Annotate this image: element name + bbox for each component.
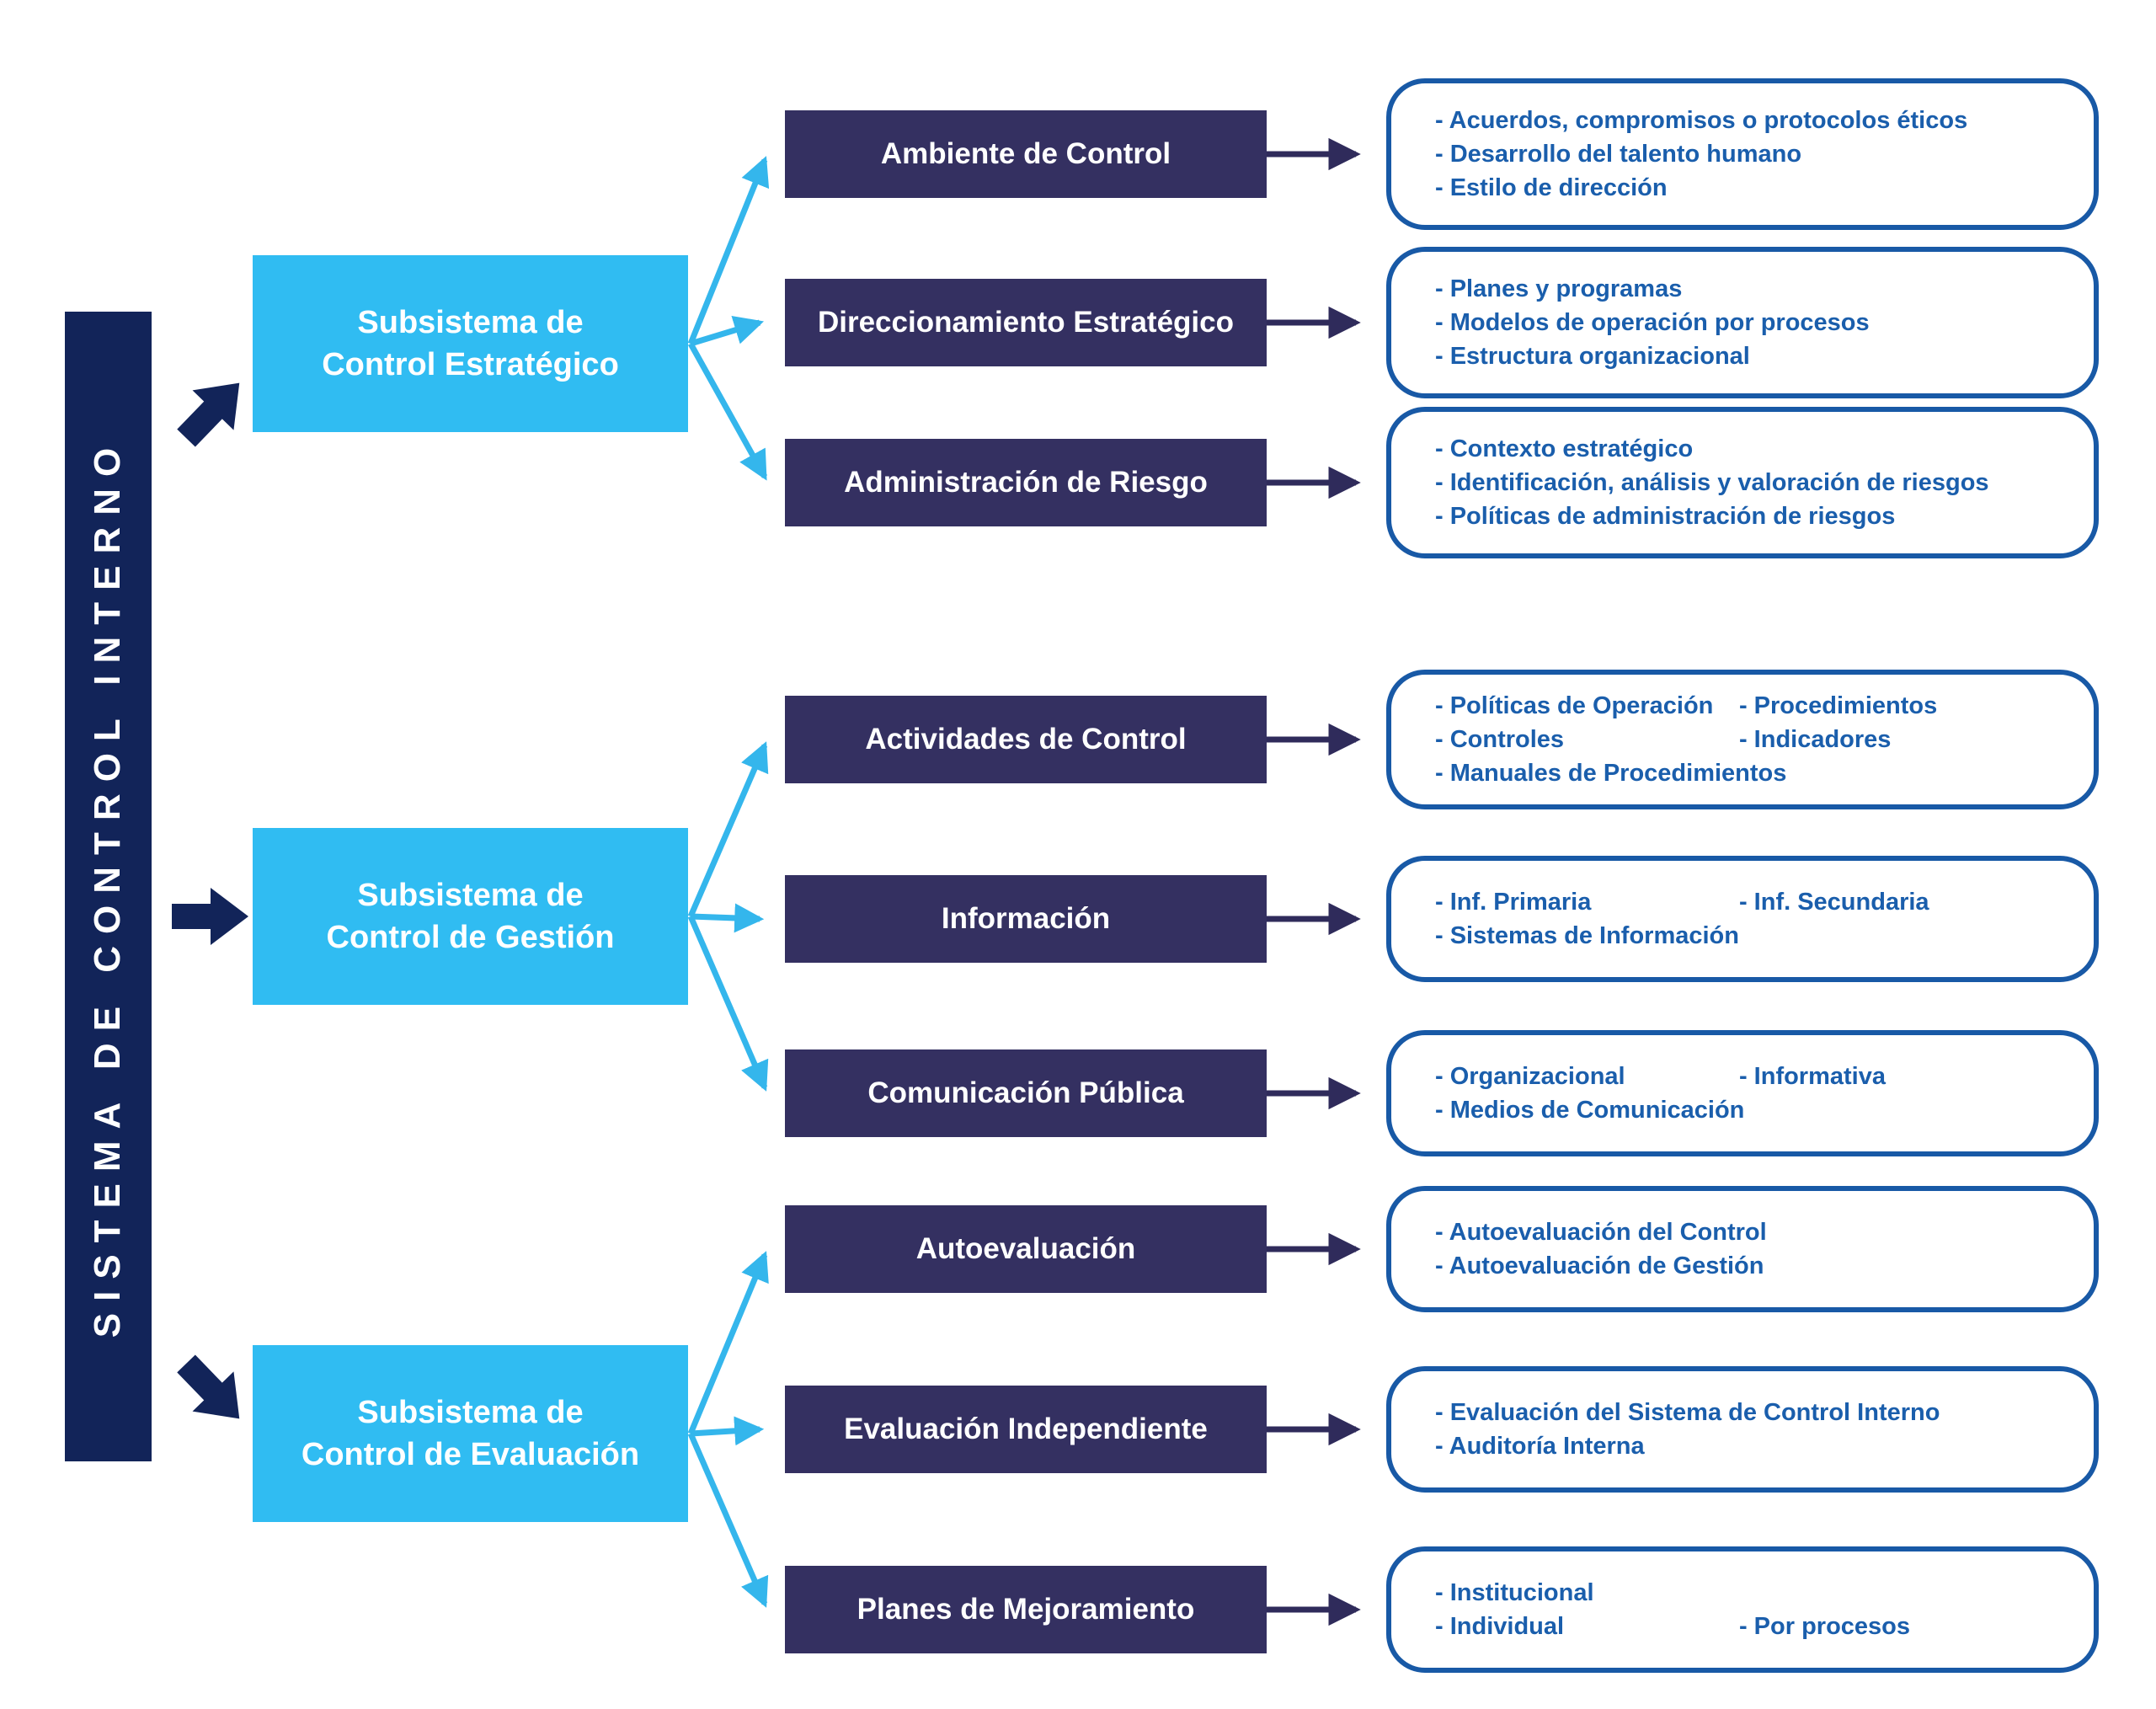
outcome-row [1435, 466, 2068, 499]
bullet-item: - Indicadores [1738, 725, 1892, 753]
component-label: Evaluación Independiente [844, 1413, 1208, 1445]
arrowhead-icon-sub3-comp1 [691, 1255, 765, 1434]
subsystem-box-control-estrategico [253, 255, 688, 432]
outcome-row [1435, 723, 2068, 756]
outcome-row [1435, 1396, 2068, 1429]
arrowhead-icon-sub3-comp3 [691, 1434, 765, 1604]
bullet-item: - Inf. Secundaria [1738, 888, 1929, 916]
component-box-actividades-de-control [785, 696, 1267, 783]
bullet-item: - Autoevaluación del Control [1435, 1218, 1767, 1246]
bullet-item: - Planes y programas [1435, 275, 1683, 302]
component-box-direccionamiento-estrategico [785, 279, 1267, 366]
component-box-planes-de-mejoramiento [785, 1566, 1267, 1653]
outcome-row [1435, 272, 2068, 306]
system-title: SISTEMA DE CONTROL INTERNO [87, 435, 129, 1338]
thick-arrow-icon-to-subsystem-3 [166, 1343, 260, 1439]
outcome-box-ambiente-de-control [1386, 78, 2099, 230]
component-label: Comunicación Pública [867, 1076, 1184, 1109]
bullet-item: - Identificación, análisis y valoración de riesgos [1435, 468, 1989, 496]
outcome-row [1435, 432, 2068, 466]
outcome-row [1435, 171, 2068, 205]
subsystem-label-line1: Subsistema de [357, 304, 584, 340]
subsystem-label-line2: Control Estratégico [322, 347, 619, 382]
bullet-item: - Acuerdos, compromisos o protocolos éticos [1435, 106, 1968, 134]
outcome-row [1435, 1060, 2068, 1093]
bullet-item: - Estilo de dirección [1435, 174, 1668, 201]
outcome-row [1435, 137, 2068, 171]
bullet-item: - Autoevaluación de Gestión [1435, 1252, 1764, 1279]
outcome-row [1435, 499, 2068, 533]
outcome-box-actividades-de-control [1386, 670, 2099, 809]
outcome-row [1435, 1093, 2068, 1127]
subsystem-label-line1: Subsistema de [357, 877, 584, 913]
component-box-ambiente-de-control [785, 110, 1267, 198]
thick-arrow-icon-to-subsystem-1 [166, 363, 260, 458]
bullet-item: - Informativa [1738, 1062, 1886, 1090]
bullet-item: - Contexto estratégico [1435, 435, 1694, 462]
bullet-item: - Desarrollo del talento humano [1435, 140, 1802, 168]
component-label: Autoevaluación [915, 1232, 1136, 1265]
outcome-row [1435, 306, 2068, 339]
component-label: Información [941, 902, 1111, 935]
outcome-row [1435, 756, 2068, 790]
bullet-item: - Inf. Primaria [1435, 888, 1592, 916]
bullet-item: - Por procesos [1738, 1613, 1911, 1640]
bullet-item: - Manuales de Procedimientos [1435, 760, 1787, 787]
bullet-item: - Controles [1435, 725, 1565, 753]
outcome-row [1435, 1215, 2068, 1249]
outcome-row [1435, 885, 2068, 919]
component-box-autoevaluacion [785, 1205, 1267, 1293]
arrowhead-icon-sub1-comp3 [691, 344, 765, 477]
subsystem-label-line1: Subsistema de [357, 1394, 584, 1430]
bullet-item: - Políticas de administración de riesgos [1435, 503, 1896, 530]
arrowhead-icon-sub2-comp2 [691, 916, 760, 919]
bullet-item: - Procedimientos [1738, 692, 1938, 719]
outcome-box-autoevaluacion [1386, 1186, 2099, 1312]
component-label: Actividades de Control [865, 723, 1187, 756]
thick-arrow-icon-to-subsystem-2 [172, 888, 248, 945]
component-box-comunicacion-publica [785, 1049, 1267, 1137]
subsystem-label-line2: Control de Evaluación [301, 1437, 640, 1472]
outcome-row [1435, 339, 2068, 373]
arrowhead-icon-sub1-comp2 [691, 323, 760, 344]
bullet-item: - Sistemas de Información [1435, 922, 1739, 949]
outcome-box-administracion-de-riesgo [1386, 407, 2099, 558]
bullet-item: - Políticas de Operación [1435, 692, 1714, 719]
component-label: Planes de Mejoramiento [857, 1593, 1195, 1626]
bullet-item: - Individual [1435, 1613, 1565, 1640]
system-title-bar [65, 312, 152, 1461]
component-box-informacion [785, 875, 1267, 963]
bullet-item: - Modelos de operación por procesos [1435, 308, 1870, 336]
outcome-row [1435, 1429, 2068, 1463]
outcome-box-informacion [1386, 856, 2099, 982]
outcome-row [1435, 1610, 2068, 1643]
bullet-item: - Evaluación del Sistema de Control Interno [1435, 1398, 1940, 1426]
outcome-row [1435, 1576, 2068, 1610]
arrowhead-icon-sub2-comp1 [691, 745, 765, 916]
bullet-item: - Organizacional [1435, 1062, 1625, 1090]
bullet-item: - Institucional [1435, 1578, 1594, 1606]
arrowhead-icon-sub1-comp1 [691, 160, 765, 344]
bullet-item: - Estructura organizacional [1435, 343, 1750, 370]
outcome-box-direccionamiento-estrategico [1386, 247, 2099, 398]
component-label: Ambiente de Control [880, 137, 1171, 170]
component-label: Administración de Riesgo [844, 466, 1208, 499]
bullet-item: - Auditoría Interna [1435, 1433, 1645, 1460]
arrowhead-icon-sub3-comp2 [691, 1429, 760, 1434]
subsystem-box-control-de-gestion [253, 828, 688, 1005]
outcome-row [1435, 104, 2068, 137]
outcome-row [1435, 689, 2068, 723]
bullet-item: - Medios de Comunicación [1435, 1097, 1745, 1124]
arrowhead-icon-sub2-comp3 [691, 916, 765, 1087]
component-label: Direccionamiento Estratégico [817, 306, 1235, 339]
outcome-box-planes-de-mejoramiento [1386, 1546, 2099, 1673]
component-box-evaluacion-independiente [785, 1386, 1267, 1473]
outcome-row [1435, 919, 2068, 953]
subsystem-label-line2: Control de Gestión [326, 920, 615, 955]
outcome-box-evaluacion-independiente [1386, 1366, 2099, 1493]
outcome-box-comunicacion-publica [1386, 1030, 2099, 1156]
component-box-administracion-de-riesgo [785, 439, 1267, 526]
subsystem-box-control-de-evaluacion [253, 1345, 688, 1522]
outcome-row [1435, 1249, 2068, 1283]
